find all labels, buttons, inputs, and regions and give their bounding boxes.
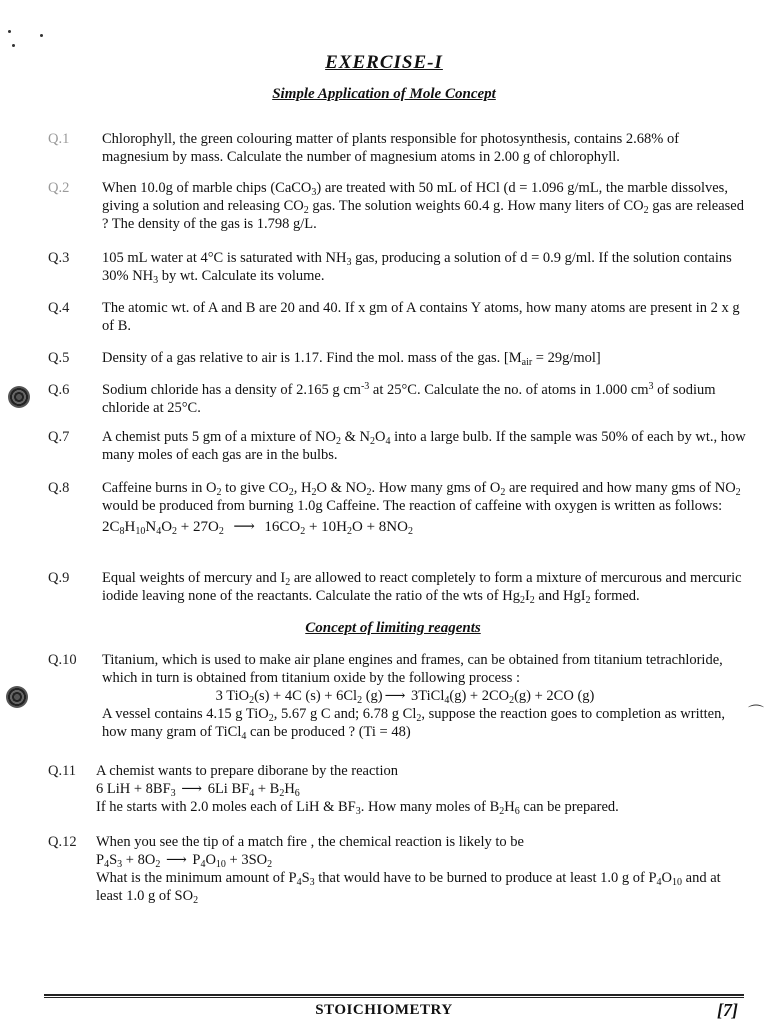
question-text: When you see the tip of a match fire , the chemical reaction is likely to be $P_4S_3 + 8O_2$ ⟶ $P_4O_{10} + 3SO_2$ What is the minimum amount of $P_4S_3$ that would have to be burned to produce at least 1.0 g of $P_4O_{10}$ and at least 1.0 g of $SO_2$	[96, 833, 748, 905]
question-number: Q.3	[48, 250, 70, 266]
question-4	[48, 299, 748, 335]
question-number: Q.6	[48, 382, 70, 398]
section-heading-mole-concept: Simple Application of Mole Concept	[272, 86, 496, 102]
question-7	[48, 428, 748, 464]
question-text: Titanium, which is used to make air plane engines and frames, can be obtained from titanium tetrachloride, which in turn is obtained from titanium oxide by the following process : 3 TiO$_2$(s) + 4C $(s) + 6Cl_2$ (g) ⟶ 3TiCl$_4$(g) + $2CO_2(g) + 2CO$ (g) A vessel contains 4.15 g TiO$_2$, 5.67 g C and; 6.78 g $Cl_2$, suppose the reaction goes to completion as written, how many gram of TiCl$_4$ can be produced ? (Ti = 48)	[102, 651, 748, 741]
reaction-equation: 6 LiH + $8BF_3$ ⟶ 6Li $BF_4 + B_2H_6$	[96, 781, 300, 799]
question-5	[48, 349, 748, 367]
question-1	[48, 130, 748, 166]
question-text: Density of a gas relative to air is 1.17. Find the mol. mass of the gas. $[M_{air} = 29g/mol]$	[102, 350, 601, 368]
question-2	[48, 179, 748, 233]
scan-speck	[8, 30, 11, 33]
question-text-continued: A vessel contains 4.15 g TiO$_2$, 5.67 g C and; 6.78 g $Cl_2$, suppose the reaction goes to completion as written, how many gram of TiCl$_4$ can be produced ? (Ti = 48)	[102, 706, 725, 742]
footer-rule	[44, 997, 744, 998]
reaction-equation: 3 TiO$_2$(s) + 4C $(s) + 6Cl_2$ (g) ⟶ 3TiCl$_4$(g) + $2CO_2(g) + 2CO$ (g)	[215, 688, 595, 706]
question-3	[48, 249, 748, 285]
question-text-continued: What is the minimum amount of $P_4S_3$ that would have to be burned to produce at least 1.0 g of $P_4O_{10}$ and at least 1.0 g of $SO_2$	[96, 870, 721, 906]
page-title: EXERCISE-I	[325, 52, 443, 73]
question-number: Q.1	[48, 131, 70, 147]
section-heading-limiting-reagents: Concept of limiting reagents	[305, 620, 481, 636]
reaction-equation: $P_4S_3 + 8O_2$ ⟶ $P_4O_{10} + 3SO_2$	[96, 852, 273, 870]
scan-speck	[12, 44, 15, 47]
question-text: When 10.0g of marble chips (CaCO$_3$) are treated with 50 mL of HCl (d = 1.096 g/mL, the marble dissolves, giving a solution and releasing $CO_2$ gas. The solution weights 60.4 g. How many liters of $CO_2$ gas are released ? The density of the gas is 1.798 g/L.	[102, 180, 744, 232]
question-number: Q.7	[48, 429, 70, 445]
question-text: Chlorophyll, the green colouring matter of plants responsible for photosynthesis, contains 2.68% of magnesium by mass. Calculate the number of magnesium atoms in 2.00 g of chlorophyll.	[102, 131, 680, 165]
question-11	[48, 762, 748, 816]
question-number: Q.8	[48, 480, 70, 496]
question-text: Caffeine burns in $O_2$ to give $CO_2$, $H_2O$ & $NO_2$. How many gms of $O_2$ are required and how many gms of $NO_2$ would be produced from burning 1.0g Caffeine. The reaction of caffeine with oxygen is written as follows: $2C_8H_{10}N_4O_2 + 27O_2$ ⟶ $16CO_2 + 10H_2O + 8NO_2$	[102, 479, 748, 536]
question-9	[48, 569, 748, 605]
punch-hole-mark	[8, 386, 30, 408]
question-number: Q.10	[48, 652, 77, 668]
question-number: Q.9	[48, 570, 70, 586]
scan-speck	[40, 34, 43, 37]
question-12	[48, 833, 748, 905]
question-text: Equal weights of mercury and $I_2$ are allowed to react completely to form a mixture of mercurous and mercuric iodide leaving none of the reactants. Calculate the ratio of the wts of $Hg_2I_2$ and HgI$_2$ formed.	[102, 570, 742, 606]
reaction-equation: $2C_8H_{10}N_4O_2 + 27O_2$ ⟶ $16CO_2 + 10H_2O + 8NO_2$	[102, 519, 413, 537]
question-6	[48, 381, 748, 417]
question-text: Sodium chloride has a density of 2.165 g $cm^{-3}$ at 25°C. Calculate the no. of atoms in 1.000 $cm^3$ of sodium chloride at 25°C.	[102, 381, 716, 416]
footer-chapter-label: STOICHIOMETRY	[315, 1002, 453, 1018]
question-text: 105 mL water at 4°C is saturated with $NH_3$ gas, producing a solution of d = 0.9 g/ml. If the solution contains 30% $NH_3$ by wt. Calculate its volume.	[102, 250, 732, 286]
page-number: [7]	[717, 1000, 738, 1020]
question-number: Q.4	[48, 300, 70, 316]
question-10	[48, 651, 748, 741]
question-number: Q.2	[48, 180, 70, 196]
question-number: Q.12	[48, 834, 77, 850]
question-text-continued: If he starts with 2.0 moles each of LiH & $BF_3$. How many moles of $B_2H_6$ can be prepared.	[96, 799, 619, 817]
question-text: A chemist wants to prepare diborane by the reaction 6 LiH + $8BF_3$ ⟶ 6Li $BF_4 + B_2H_6$ If he starts with 2.0 moles each of LiH & $BF_3$. How many moles of $B_2H_6$ can be prepared.	[96, 762, 748, 816]
punch-hole-mark	[6, 686, 28, 708]
question-8	[48, 479, 748, 536]
question-number: Q.11	[48, 763, 77, 779]
margin-mark: ⌒	[748, 705, 765, 722]
question-text: The atomic wt. of A and B are 20 and 40. If x gm of A contains Y atoms, how many atoms are present in 2 x g of B.	[102, 300, 740, 334]
footer-rule	[44, 994, 744, 996]
question-number: Q.5	[48, 350, 70, 366]
question-text: A chemist puts 5 gm of a mixture of $NO_2$ & $N_2O_4$ into a large bulb. If the sample was 50% of each by wt., how many moles of each gas are in the bulbs.	[102, 429, 746, 463]
